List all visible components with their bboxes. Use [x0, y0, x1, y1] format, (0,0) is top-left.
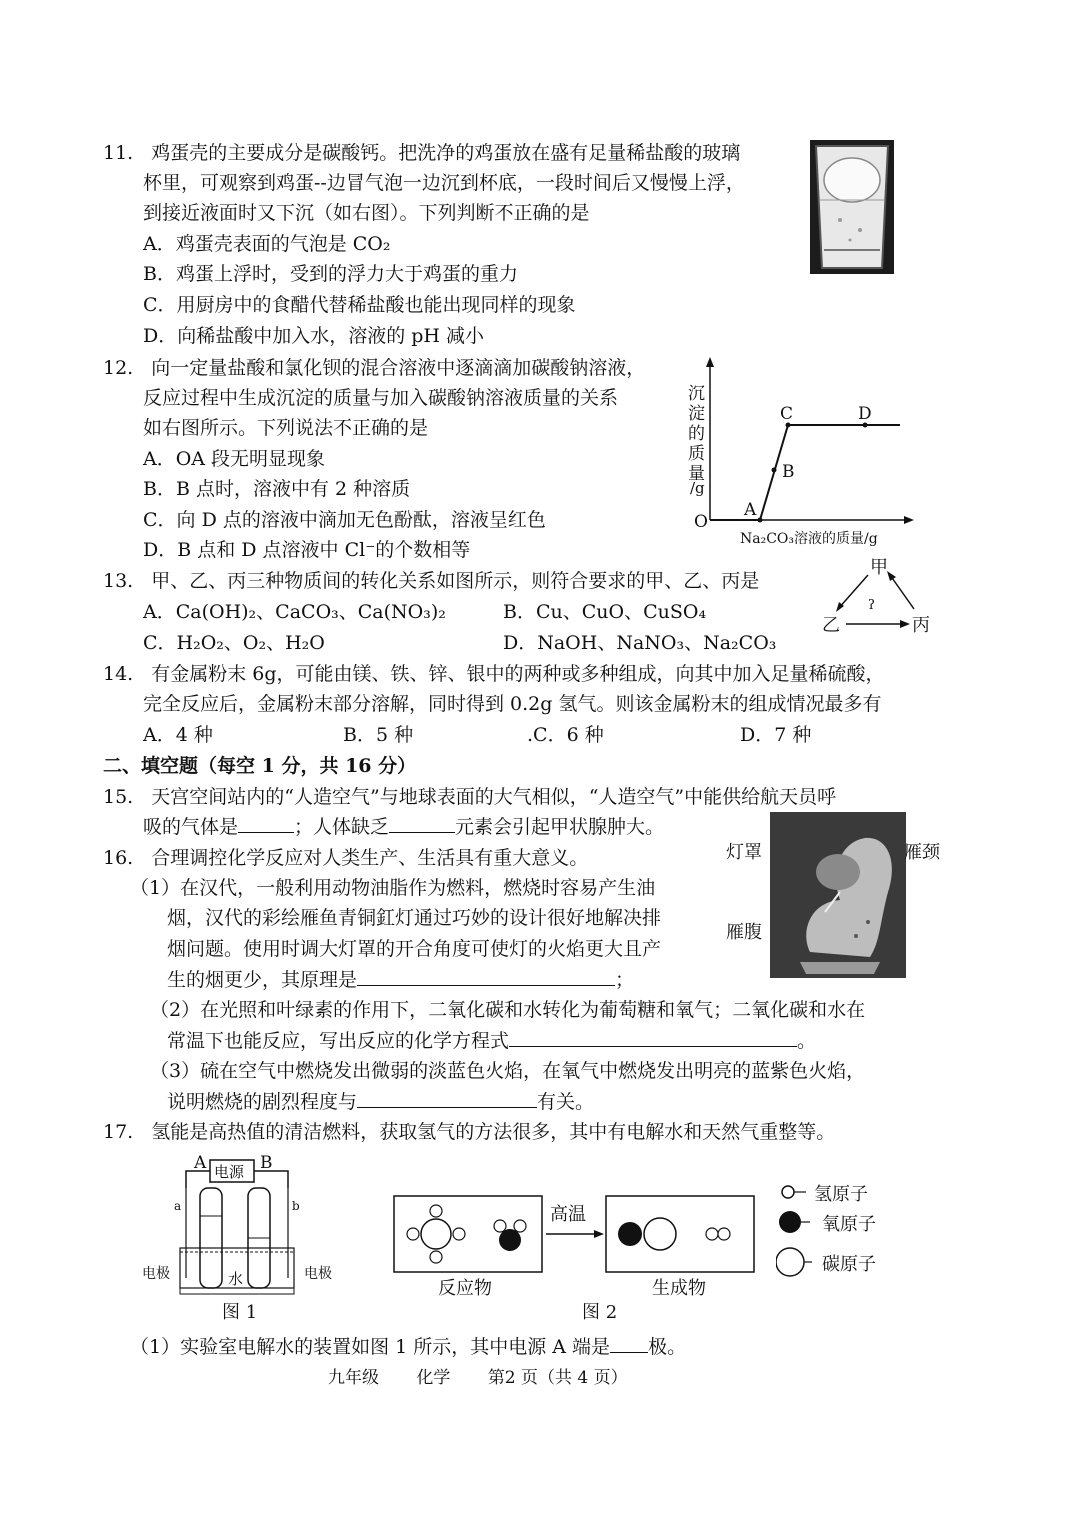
q12-option-a: A．OA 段无明显现象: [143, 448, 326, 470]
q16-number: 16.: [103, 847, 134, 869]
q15-number: 15.: [103, 786, 134, 808]
q14-stem1: 有金属粉末 6g，可能由镁、铁、锌、银中的两种或多种组成，向其中加入足量稀硫酸，: [151, 663, 885, 685]
q17-blank-1[interactable]: [610, 1334, 648, 1353]
lamp-shade-label: 灯罩: [726, 842, 762, 863]
legend-carbon: 碳原子: [822, 1254, 876, 1275]
q16-p1-line1: （1）在汉代，一般利用动物油脂作为燃料，燃烧时容易产生油: [130, 877, 656, 899]
q13-stem: 甲、乙、丙三种物质间的转化关系如图所示，则符合要求的甲、乙、丙是: [151, 570, 760, 592]
q11-stem1: 鸡蛋壳的主要成分是碳酸钙。把洗净的鸡蛋放在盛有足量稀盐酸的玻璃: [151, 142, 741, 164]
q16-stem: 合理调控化学反应对人类生产、生活具有重大意义。: [151, 847, 589, 869]
reactants-label: 反应物: [438, 1278, 492, 1299]
oxygen-atom-icon: [779, 1211, 801, 1233]
page-footer: [328, 1364, 628, 1392]
q11-number: 11.: [103, 142, 134, 164]
q13-option-b: B．Cu、CuO、CuSO₄: [503, 601, 707, 623]
q12-stem2: 反应过程中生成沉淀的质量与加入碳酸钠溶液质量的关系: [143, 387, 619, 409]
q11-option-d: D．向稀盐酸中加入水，溶液的 pH 减小: [143, 325, 485, 347]
svg-text:a: a: [174, 1199, 182, 1213]
q16-p1-line4: 生的烟更少，其原理是 ；: [167, 969, 635, 991]
svg-text:/g: /g: [690, 479, 705, 497]
node-bing: 丙: [912, 615, 930, 636]
q14-option-c: .C．6 种: [527, 724, 604, 746]
fig2-caption: 图 2: [582, 1302, 618, 1323]
q17-stem: 氢能是高热值的清洁燃料，获取氢气的方法很多，其中有电解水和天然气重整等。: [151, 1121, 836, 1143]
q11-option-b: B．鸡蛋上浮时，受到的浮力大于鸡蛋的重力: [143, 263, 518, 285]
q11-line1: [103, 139, 740, 167]
products-label: 生成物: [652, 1278, 706, 1299]
conversion-triangle: [818, 555, 938, 637]
q16-p1-line2: 烟，汉代的彩绘雁鱼青铜釭灯通过巧妙的设计很好地解决排: [167, 907, 662, 929]
atom-legend-icons: [776, 1180, 816, 1280]
q14-option-b: B．5 种: [343, 724, 414, 746]
q16-line1: [103, 844, 588, 872]
q16-blank-1[interactable]: [357, 967, 615, 986]
svg-text:质: 质: [688, 444, 705, 464]
node-yi: 乙: [822, 615, 840, 636]
svg-text:电源: 电源: [214, 1163, 245, 1181]
q12-option-d: D．B 点和 D 点溶液中 Cl⁻的个数相等: [143, 539, 471, 561]
q13-option-a: A．Ca(OH)₂、CaCO₃、Ca(NO₃)₂: [143, 601, 446, 623]
point-b-label: B: [782, 462, 795, 482]
q16-p2-line1: （2）在光照和叶绿素的作用下，二氧化碳和水转化为葡萄糖和氧气；二氧化碳和水在: [150, 999, 866, 1021]
q17-line1: [103, 1118, 835, 1146]
q14-option-d: D．7 种: [740, 724, 812, 746]
q13-number: 13.: [103, 570, 134, 592]
precipitate-curve: [710, 425, 900, 520]
q15-line2: 吸的气体是 ；人体缺乏 元素会引起甲状腺肿大。: [143, 816, 665, 838]
q15-blank-2[interactable]: [389, 814, 455, 833]
footer-page: 第2 页（共 4 页）: [487, 1368, 628, 1388]
terminal-a-label: A: [194, 1153, 207, 1173]
point-d-label: D: [858, 404, 872, 424]
electrode-left-label: 电极: [142, 1266, 170, 1282]
belly-label: 雁腹: [726, 922, 762, 943]
footer-subject: 化学: [416, 1368, 451, 1388]
water-label: 水: [228, 1270, 244, 1288]
q16-blank-2[interactable]: [509, 1028, 797, 1047]
egg-glass-photo: [810, 140, 894, 274]
q15-blank-1[interactable]: [238, 814, 294, 833]
terminal-b-label: B: [260, 1153, 273, 1173]
svg-text:量: 量: [688, 464, 705, 484]
point-c-label: C: [780, 404, 794, 424]
svg-text:b: b: [292, 1199, 300, 1213]
q11-stem3: 到接近液面时又下沉（如右图）。下列判断不正确的是: [143, 202, 590, 224]
svg-text:ʔ: ʔ: [868, 598, 875, 613]
q16-p2-line2: 常温下也能反应，写出反应的化学方程式 。: [167, 1030, 817, 1052]
hydrogen-atom-icon: [782, 1186, 794, 1198]
origin-label: O: [694, 512, 708, 532]
q16-blank-3[interactable]: [357, 1089, 537, 1108]
section-heading: 二、填空题（每空 1 分，共 16 分）: [103, 755, 417, 777]
q14-option-a: A．4 种: [143, 724, 213, 746]
fig1-caption: 图 1: [222, 1302, 258, 1323]
precipitate-graph: [680, 355, 920, 550]
q12-option-c: C．向 D 点的溶液中滴加无色酚酞，溶液呈红色: [143, 509, 546, 531]
q15-line1-text: 天宫空间站内的“人造空气”与地球表面的大气相似，“人造空气”中能供给航天员呼: [151, 786, 837, 808]
q13-line1: [103, 567, 759, 595]
legend-oxygen: 氧原子: [822, 1214, 876, 1235]
svg-text:的: 的: [688, 424, 705, 444]
electrode-right-label: 电极: [304, 1266, 332, 1282]
neck-label: 雁颈: [904, 842, 940, 863]
q12-stem1: 向一定量盐酸和氯化钡的混合溶液中逐滴滴加碳酸钠溶液，: [151, 357, 646, 379]
q16-p3-line2: 说明燃烧的剧烈程度与 有关。: [167, 1091, 595, 1113]
q15-line1: [103, 783, 836, 811]
q12-number: 12.: [103, 357, 134, 379]
point-a-label: A: [744, 500, 757, 520]
high-temp-label: 高温: [550, 1204, 586, 1225]
q16-p3-line1: （3）硫在空气中燃烧发出微弱的淡蓝色火焰，在氧气中燃烧发出明亮的蓝紫色火焰，: [150, 1060, 866, 1082]
footer-grade: 九年级: [328, 1368, 379, 1388]
q11-option-a: A．鸡蛋壳表面的气泡是 CO₂: [143, 233, 391, 255]
q14-number: 14.: [103, 663, 134, 685]
bronze-lamp-photo: [770, 812, 906, 978]
q17-number: 17.: [103, 1121, 134, 1143]
q13-option-d: D．NaOH、NaNO₃、Na₂CO₃: [503, 632, 777, 654]
tube-a: [200, 1188, 222, 1288]
q11-stem2: 杯里，可观察到鸡蛋--边冒气泡一边沉到杯底，一段时间后又慢慢上浮，: [143, 172, 745, 194]
svg-text:淀: 淀: [688, 404, 705, 424]
q14-stem2: 完全反应后，金属粉末部分溶解，同时得到 0.2g 氢气。则该金属粉末的组成情况最多有: [143, 693, 882, 715]
q12-line1: [103, 354, 645, 382]
q13-option-c: C．H₂O₂、O₂、H₂O: [143, 632, 325, 654]
q11-option-c: C．用厨房中的食醋代替稀盐酸也能出现同样的现象: [143, 294, 576, 316]
q16-p1-line3: 烟问题。使用时调大灯罩的开合角度可使灯的火焰更大且产: [167, 938, 662, 960]
q12-option-b: B．B 点时，溶液中有 2 种溶质: [143, 478, 411, 500]
q14-line1: [103, 660, 885, 688]
legend-hydrogen: 氢原子: [814, 1184, 868, 1205]
carbon-atom-icon: [776, 1248, 804, 1276]
q17-p1: （1）实验室电解水的装置如图 1 所示，其中电源 A 端是 极。: [130, 1336, 687, 1358]
y-axis-label-1: 沉: [688, 384, 705, 404]
node-jia: 甲: [870, 557, 888, 578]
x-axis-label: Na₂CO₃溶液的质量/g: [740, 531, 878, 547]
electrolysis-figure: [140, 1148, 340, 1322]
reaction-figure: [390, 1168, 770, 1288]
q12-stem3: 如右图所示。下列说法不正确的是: [143, 417, 429, 439]
